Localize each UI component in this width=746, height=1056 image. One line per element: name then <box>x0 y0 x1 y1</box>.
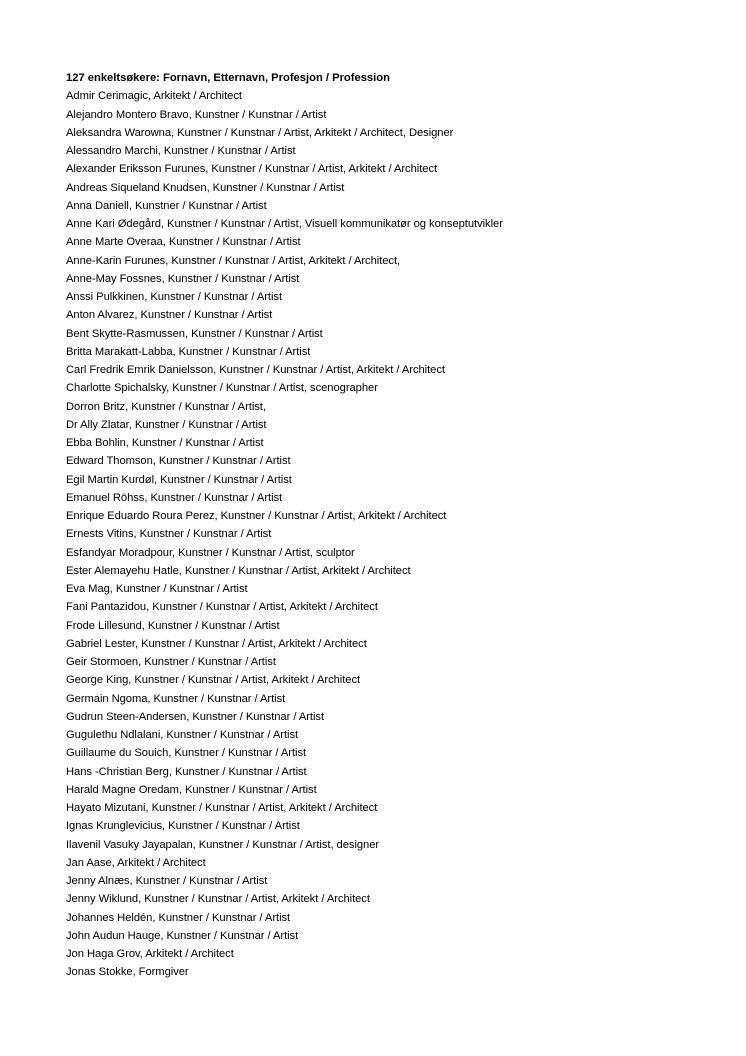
list-item: Jenny Wiklund, Kunstner / Kunstnar / Artist, Arkitekt / Architect <box>66 893 370 906</box>
list-item: Alessandro Marchi, Kunstner / Kunstnar / Artist <box>66 145 296 157</box>
list-item: Anton Alvarez, Kunstner / Kunstnar / Artist <box>66 309 273 322</box>
list-item: Ilavenil Vasuky Jayapalan, Kunstner / Kunstnar / Artist, designer <box>66 838 380 851</box>
list-item: Esfandyar Moradpour, Kunstner / Kunstnar / Artist, sculptor <box>66 546 355 559</box>
list-item: Emanuel Röhss, Kunstner / Kunstnar / Artist <box>66 491 283 504</box>
list-item: Ester Alemayehu Hatle, Kunstner / Kunstnar / Artist, Arkitekt / Architect <box>66 564 411 577</box>
list-item: Geir Stormoen, Kunstner / Kunstnar / Artist <box>66 656 276 668</box>
list-item: Jonas Stokke, Formgiver <box>66 966 189 979</box>
list-item: George King, Kunstner / Kunstnar / Artist, Arkitekt / Architect <box>66 674 361 687</box>
list-item: Frode Lillesund, Kunstner / Kunstnar / Artist <box>66 619 280 632</box>
list-item: Aleksandra Warowna, Kunstner / Kunstnar / Artist, Arkitekt / Architect, Designer <box>66 126 454 139</box>
list-item: Anne-Karin Furunes, Kunstner / Kunstnar / Artist, Arkitekt / Architect, <box>66 254 401 267</box>
list-item: Bent Skytte-Rasmussen, Kunstner / Kunstnar / Artist <box>66 327 323 340</box>
list-item: Eva Mag, Kunstner / Kunstnar / Artist <box>66 583 248 595</box>
list-item: Anne Marte Overaa, Kunstner / Kunstnar / Artist <box>66 236 301 249</box>
list-item: Germain Ngoma, Kunstner / Kunstnar / Artist <box>66 692 286 705</box>
list-item: Dorron Britz, Kunstner / Kunstnar / Artist, <box>66 400 266 413</box>
list-item: Gugulethu Ndlalani, Kunstner / Kunstnar / Artist <box>66 729 299 741</box>
list-item: Anssi Pulkkinen, Kunstner / Kunstnar / Artist <box>66 291 283 303</box>
list-item: Jenny Alnæs, Kunstner / Kunstnar / Artist <box>66 875 268 887</box>
list-item: Dr Ally Zlatar, Kunstner / Kunstnar / Artist <box>66 418 267 431</box>
list-item: Alejandro Montero Bravo, Kunstner / Kunstnar / Artist <box>66 108 327 121</box>
list-item: Alexander Eriksson Furunes, Kunstner / Kunstnar / Artist, Arkitekt / Architect <box>66 163 438 176</box>
list-item: Andreas Siqueland Knudsen, Kunstner / Kunstnar / Artist <box>66 181 345 194</box>
list-item: Anne Kari Ødegård, Kunstner / Kunstnar / Artist, Visuell kommunikatør og konseptutvikler <box>66 218 503 230</box>
list-item: Harald Magne Oredam, Kunstner / Kunstnar / Artist <box>66 783 317 796</box>
list-item: Gudrun Steen-Andersen, Kunstner / Kunstnar / Artist <box>66 710 325 723</box>
list-item: Edward Thomson, Kunstner / Kunstnar / Artist <box>66 455 291 468</box>
list-item: John Audun Hauge, Kunstner / Kunstnar / Artist <box>66 929 299 942</box>
list-item: Hans -Christian Berg, Kunstner / Kunstnar / Artist <box>66 765 307 778</box>
list-item: Johannes Heldén, Kunstner / Kunstnar / Artist <box>66 911 291 924</box>
list-item: Anne-May Fossnes, Kunstner / Kunstnar / Artist <box>66 272 300 285</box>
list-item: Fani Pantazidou, Kunstner / Kunstnar / Artist, Arkitekt / Architect <box>66 601 378 614</box>
list-item: Admir Cerimagic, Arkitekt / Architect <box>66 90 242 103</box>
list-item: Enrique Eduardo Roura Perez, Kunstner / Kunstnar / Artist, Arkitekt / Architect <box>66 510 447 522</box>
list-item: Ernests Vitins, Kunstner / Kunstnar / Artist <box>66 528 272 541</box>
list-item: Carl Fredrik Emrik Danielsson, Kunstner / Kunstnar / Artist, Arkitekt / Architect <box>66 364 445 376</box>
list-item: Anna Daniell, Kunstner / Kunstnar / Artist <box>66 199 267 212</box>
list-item: Britta Marakatt-Labba, Kunstner / Kunstnar / Artist <box>66 345 311 358</box>
list-item: Egil Martin Kurdøl, Kunstner / Kunstnar / Artist <box>66 473 292 486</box>
list-item: Gabriel Lester, Kunstner / Kunstnar / Artist, Arkitekt / Architect <box>66 637 367 650</box>
list-item: Guillaume du Souich, Kunstner / Kunstnar / Artist <box>66 747 307 760</box>
document-page <box>66 69 726 982</box>
list-heading: 127 enkeltsøkere: Fornavn, Etternavn, Profesjon / Profession <box>66 72 390 84</box>
list-item: Charlotte Spichalsky, Kunstner / Kunstnar / Artist, scenographer <box>66 382 378 395</box>
list-item: Hayato Mizutani, Kunstner / Kunstnar / Artist, Arkitekt / Architect <box>66 802 378 814</box>
list-item: Jon Haga Grov, Arkitekt / Architect <box>66 948 234 960</box>
list-item: Ignas Krunglevicius, Kunstner / Kunstnar / Artist <box>66 820 300 833</box>
list-item: Jan Aase, Arkitekt / Architect <box>66 856 206 869</box>
list-item: Ebba Bohlin, Kunstner / Kunstnar / Artist <box>66 437 264 449</box>
applicant-list <box>66 87 726 981</box>
